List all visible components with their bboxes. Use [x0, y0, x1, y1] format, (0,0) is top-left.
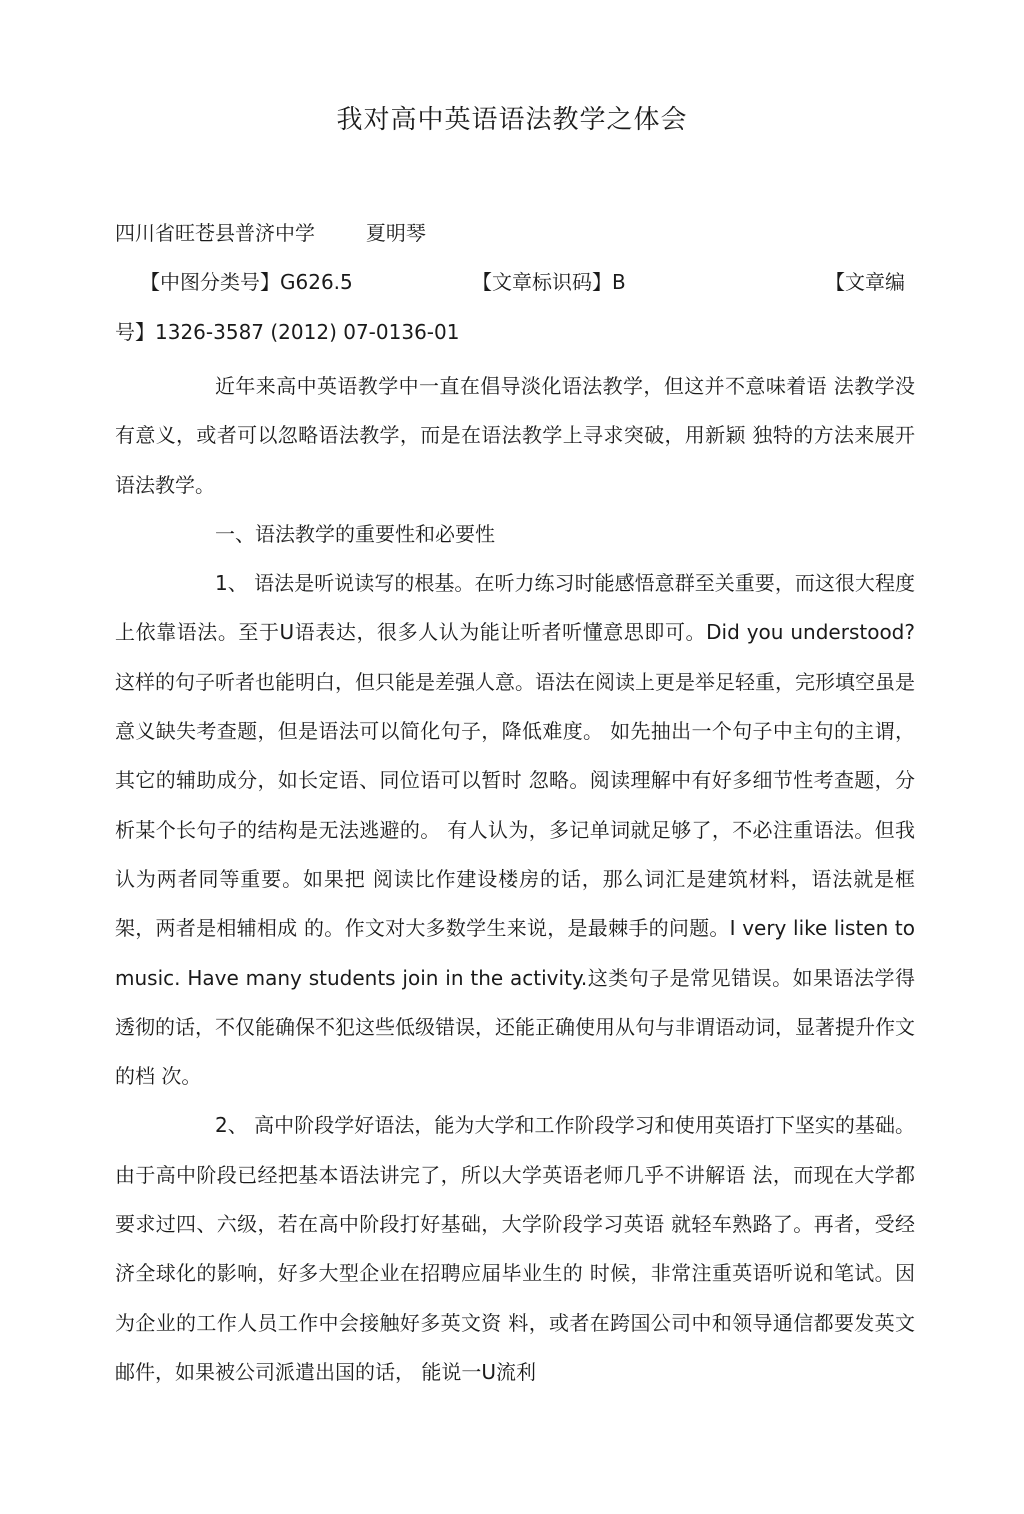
document-body	[115, 362, 915, 1397]
classification-number: 【中图分类号】G626.5	[140, 270, 353, 294]
author-line: 四川省旺苍县普济中学 夏明琴	[115, 221, 426, 245]
body-paragraph: 1、 语法是听说读写的根基。在听力练习时能感悟意群至关重要，而这很大程度上依靠语法。至于U语表达，很多人认为能让听者听懂意思即可。Did you understood?这样的句子听者也能明白，但只能是差强人意。语法在阅读上更是举足轻重，完形填空虽是意义缺失考查题，但是语法可以简化句子，降低难度。 如先抽出一个句子中主句的主谓，其它的辅助成分，如长定语、同位语可以暂时 忽略。阅读理解中有好多细节性考查题，分析某个长句子的结构是无法逃避的。 有人认为，多记单词就足够了，不必注重语法。但我认为两者同等重要。如果把 阅读比作建设楼房的话，那么词汇是建筑材料，语法就是框架，两者是相辅相成 的。作文对大多数学生来说，是最棘手的问题。I very like listen to music. Have many students join in the activity.这类句子是常见错误。如果语法学得透彻的话，不仅能确保不犯这些低级错误，还能正确使用从句与非谓语动词，显著提升作文的档 次。	[115, 571, 915, 1089]
intro-paragraph: 近年来高中英语教学中一直在倡导淡化语法教学，但这并不意味着语 法教学没有意义，或者可以忽略语法教学，而是在语法教学上寻求突破，用新颖 独特的方法来展开语法教学。	[115, 374, 915, 497]
body-paragraph: 2、 高中阶段学好语法，能为大学和工作阶段学习和使用英语打下坚实的基础。由于高中阶段已经把基本语法讲完了，所以大学英语老师几乎不讲解语 法，而现在大学都要求过四、六级，若在高中阶段打好基础，大学阶段学习英语 就轻车熟路了。再者，受经济全球化的影响，好多大型企业在招聘应届毕业生的 时候，非常注重英语听说和笔试。因为企业的工作人员工作中会接触好多英文资 料，或者在跨国公司中和领导通信都要发英文邮件，如果被公司派遣出国的话， 能说一U流利	[115, 1113, 915, 1384]
document-code: 【文章标识码】B	[472, 270, 626, 294]
document-title: 我对高中英语语法教学之体会	[336, 105, 688, 135]
article-number: 号】1326-3587 (2012) 07-0136-01	[115, 320, 460, 344]
section-heading: 一、语法教学的重要性和必要性	[215, 521, 495, 546]
meta-row	[115, 262, 910, 302]
article-number-label: 【文章编	[825, 270, 905, 294]
